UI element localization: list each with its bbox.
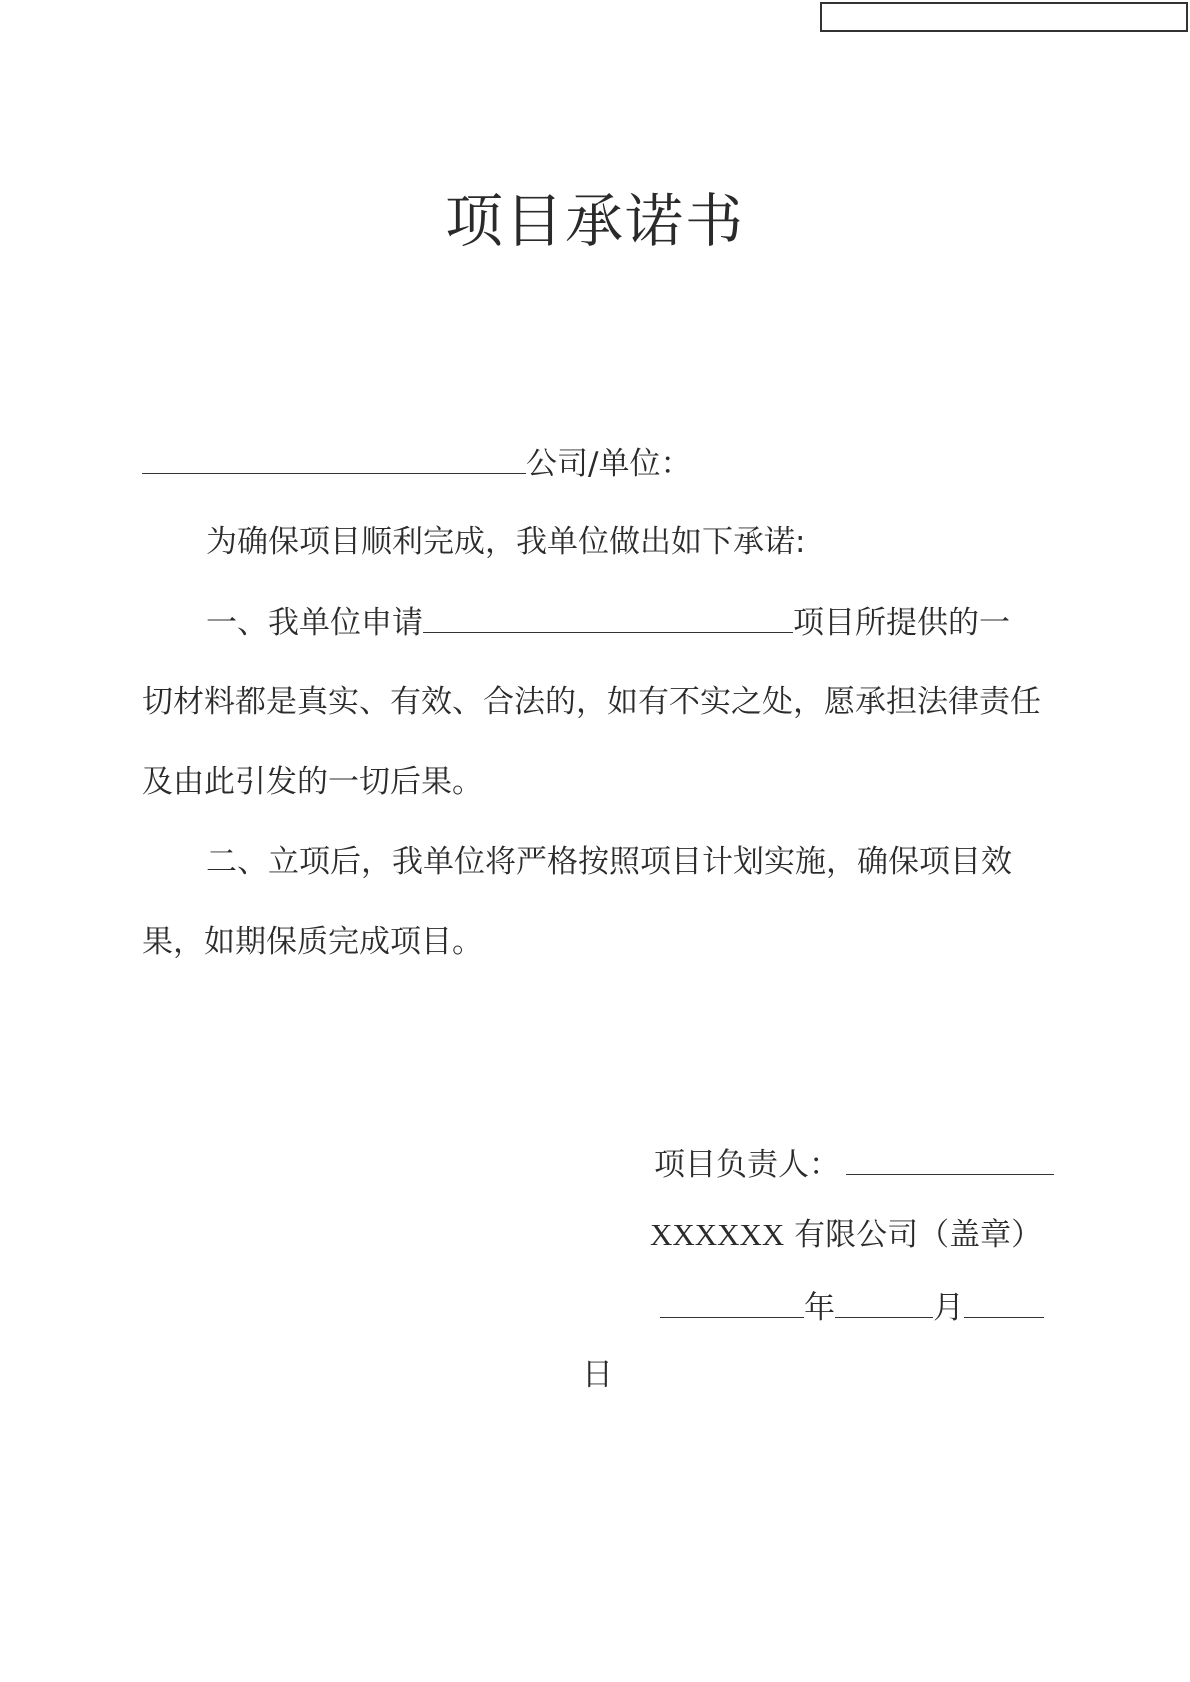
day-blank[interactable] [964, 1287, 1044, 1318]
date-line [660, 1287, 1044, 1328]
project-leader-blank[interactable] [846, 1144, 1054, 1175]
clause1-line2: 切材料都是真实、有效、合法的，如有不实之处，愿承担法律责任 [142, 684, 1041, 720]
clause1-line1 [206, 602, 1010, 643]
project-leader-label: 项目负责人： [654, 1147, 840, 1183]
clause1-suffix: 项目所提供的一 [793, 605, 1010, 641]
document-title: 项目承诺书 [444, 187, 745, 255]
clause2-line2: 果，如期保质完成项目。 [142, 924, 483, 960]
day-label: 日 [582, 1357, 613, 1393]
salutation-label: 公司/单位： [526, 446, 692, 482]
clause1-prefix: 一、我单位申请 [206, 605, 423, 641]
project-name-blank[interactable] [423, 602, 793, 633]
intro-paragraph: 为确保项目顺利完成，我单位做出如下承诺: [206, 524, 806, 560]
company-name-placeholder: XXXXXX [650, 1217, 785, 1252]
company-seal-line [650, 1215, 1042, 1255]
month-label: 月 [933, 1290, 964, 1326]
top-header-box [820, 2, 1188, 32]
month-blank[interactable] [835, 1287, 933, 1318]
year-blank[interactable] [660, 1287, 804, 1318]
company-seal-label: 有限公司（盖章） [784, 1217, 1043, 1253]
year-label: 年 [804, 1290, 835, 1326]
clause1-line3: 及由此引发的一切后果。 [142, 764, 483, 800]
clause2-line1: 二、立项后，我单位将严格按照项目计划实施，确保项目效 [206, 844, 1012, 880]
salutation-line [142, 443, 691, 484]
company-name-blank[interactable] [142, 443, 526, 474]
project-leader-line [654, 1144, 1054, 1185]
